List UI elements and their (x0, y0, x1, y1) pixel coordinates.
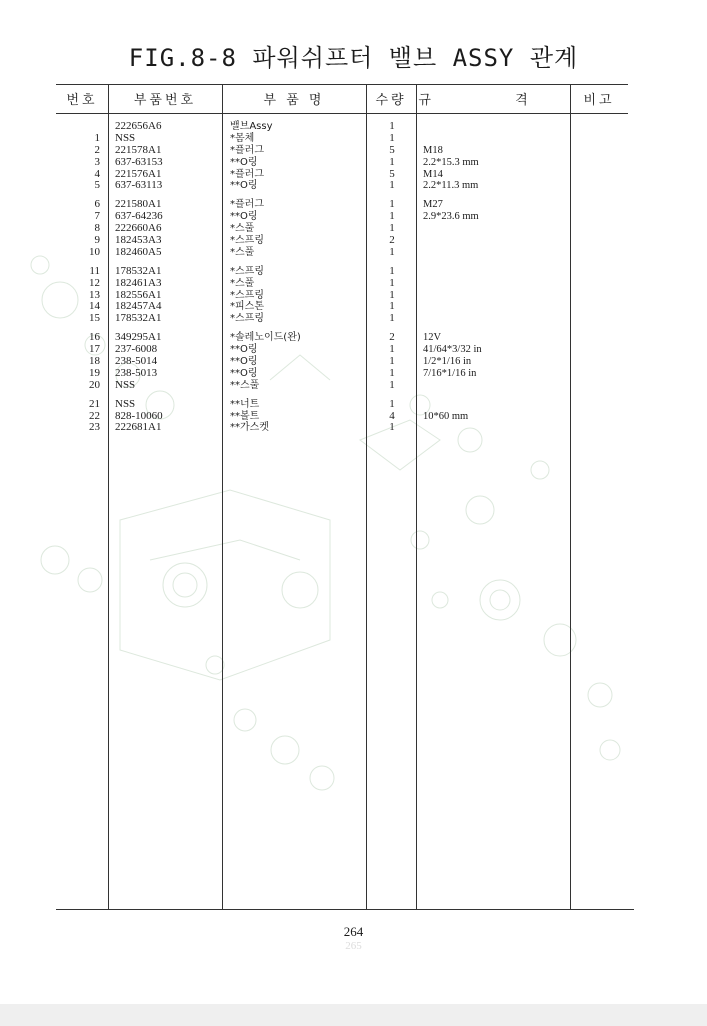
table-row (0, 290, 707, 302)
part-number: 238-5013 (115, 366, 158, 379)
specification: 2.2*15.3 mm (423, 156, 479, 168)
quantity: 2 (389, 234, 395, 247)
part-name: *스프링 (230, 289, 264, 301)
table-row (0, 223, 707, 235)
quantity: 1 (389, 378, 395, 391)
scan-edge (0, 1004, 707, 1026)
part-number: 221576A1 (115, 167, 162, 180)
quantity: 1 (389, 276, 395, 289)
table-row (0, 157, 707, 169)
table-row (0, 422, 707, 434)
item-number: 21 (89, 397, 100, 410)
parts-table-body (0, 121, 707, 434)
part-number: 637-63113 (115, 179, 163, 192)
header-spec: 규 격 (418, 93, 568, 108)
part-number: 349295A1 (115, 331, 162, 344)
part-number: 221578A1 (115, 143, 162, 156)
quantity: 1 (389, 222, 395, 235)
quantity: 5 (389, 143, 395, 156)
table-row (0, 121, 707, 133)
item-number: 7 (94, 210, 100, 223)
quantity: 1 (389, 355, 395, 368)
table-row (0, 211, 707, 223)
part-name: *스프링 (230, 313, 264, 325)
part-name: 밸브Assy (230, 121, 273, 132)
part-number: NSS (115, 378, 136, 391)
table-row (0, 145, 707, 157)
part-name: **O링 (230, 356, 258, 368)
part-name: **볼트 (230, 410, 260, 422)
part-name: *솔레노이드(완) (230, 332, 301, 344)
part-name: **너트 (230, 398, 260, 410)
header-bottom-rule (56, 113, 628, 114)
group-spacer (0, 192, 707, 199)
specification: 2.2*11.3 mm (423, 180, 479, 192)
part-name: **O링 (230, 367, 258, 379)
item-number: 3 (94, 155, 100, 168)
quantity: 4 (389, 409, 395, 422)
quantity: 1 (389, 198, 395, 211)
table-row (0, 399, 707, 411)
part-number: 828-10060 (115, 409, 163, 422)
part-name: **O링 (230, 211, 258, 223)
table-bottom-rule (56, 909, 634, 910)
table-row (0, 332, 707, 344)
group-spacer (0, 259, 707, 266)
specification: 1/2*1/16 in (423, 356, 472, 368)
part-number: 178532A1 (115, 264, 162, 277)
quantity: 2 (389, 331, 395, 344)
bleed-through-page-number: 265 (345, 940, 362, 952)
table-row (0, 247, 707, 259)
part-name: *플러그 (230, 144, 264, 156)
part-name: *스풀 (230, 246, 255, 258)
table-row (0, 356, 707, 368)
table-row (0, 180, 707, 192)
part-number: 237-6008 (115, 343, 158, 356)
part-number: NSS (115, 131, 136, 144)
part-number: 182460A5 (115, 245, 162, 258)
header-no: 번호 (66, 93, 98, 108)
header-remarks: 비고 (583, 93, 615, 108)
part-number: 637-64236 (115, 210, 163, 223)
part-name: *몸체 (230, 132, 255, 144)
table-row (0, 301, 707, 313)
header-part-number: 부품번호 (133, 93, 197, 108)
quantity: 1 (389, 120, 395, 132)
item-number: 15 (89, 312, 100, 325)
table-row (0, 411, 707, 423)
quantity: 1 (389, 288, 395, 301)
page-title: FIG.8-8 파워쉬프터 밸브 ASSY 관계 (128, 44, 579, 72)
item-number: 4 (94, 167, 100, 180)
quantity: 1 (389, 155, 395, 168)
specification: 7/16*1/16 in (423, 367, 477, 379)
quantity: 1 (389, 179, 395, 192)
part-number: 222656A6 (115, 120, 162, 132)
item-number: 6 (94, 198, 100, 211)
group-spacer (0, 325, 707, 332)
table-row (0, 199, 707, 211)
item-number: 23 (89, 421, 100, 434)
part-name: **O링 (230, 344, 258, 356)
part-name: **O링 (230, 180, 258, 192)
item-number: 5 (94, 179, 100, 192)
part-number: 222681A1 (115, 421, 162, 434)
specification: 41/64*3/32 in (423, 344, 482, 356)
specification: M14 (423, 168, 443, 180)
specification: 12V (423, 332, 442, 344)
header-part-name: 부 품 명 (263, 93, 325, 108)
item-number: 13 (89, 288, 100, 301)
item-number: 17 (89, 343, 100, 356)
table-row (0, 368, 707, 380)
part-number: 222660A6 (115, 222, 162, 235)
part-number: 238-5014 (115, 355, 158, 368)
part-name: **스풀 (230, 379, 260, 391)
item-number: 18 (89, 355, 100, 368)
item-number: 10 (89, 245, 100, 258)
specification: 2.9*23.6 mm (423, 211, 479, 223)
quantity: 1 (389, 300, 395, 313)
part-number: 182457A4 (115, 300, 162, 313)
quantity: 1 (389, 312, 395, 325)
item-number: 9 (94, 234, 100, 247)
part-number: 178532A1 (115, 312, 162, 325)
page-number: 264 (343, 924, 364, 939)
quantity: 1 (389, 264, 395, 277)
part-number: 637-63153 (115, 155, 163, 168)
table-row (0, 266, 707, 278)
part-name: **O링 (230, 156, 258, 168)
item-number: 22 (89, 409, 100, 422)
part-name: *플러그 (230, 199, 264, 211)
part-number: NSS (115, 397, 136, 410)
part-name: *플러그 (230, 168, 264, 180)
table-row (0, 169, 707, 181)
quantity: 1 (389, 131, 395, 144)
quantity: 1 (389, 421, 395, 434)
table-row (0, 235, 707, 247)
quantity: 5 (389, 167, 395, 180)
quantity: 1 (389, 245, 395, 258)
part-number: 182461A3 (115, 276, 162, 289)
part-number: 182556A1 (115, 288, 162, 301)
item-number: 8 (94, 222, 100, 235)
part-name: *스풀 (230, 223, 255, 235)
item-number: 14 (89, 300, 100, 313)
quantity: 1 (389, 397, 395, 410)
item-number: 20 (89, 378, 100, 391)
group-spacer (0, 392, 707, 399)
part-name: *스프링 (230, 235, 264, 247)
quantity: 1 (389, 210, 395, 223)
part-number: 221580A1 (115, 198, 162, 211)
part-name: *스풀 (230, 277, 255, 289)
item-number: 11 (89, 264, 100, 277)
part-name: **가스켓 (230, 422, 269, 434)
specification: 10*60 mm (423, 410, 469, 422)
header-qty: 수량 (375, 93, 407, 108)
part-number: 182453A3 (115, 234, 162, 247)
item-number: 16 (89, 331, 100, 344)
table-row (0, 313, 707, 325)
table-row (0, 380, 707, 392)
part-name: *피스톤 (230, 301, 264, 313)
table-row (0, 344, 707, 356)
quantity: 1 (389, 343, 395, 356)
table-row (0, 133, 707, 145)
item-number: 1 (94, 131, 100, 144)
part-name: *스프링 (230, 265, 264, 277)
item-number: 19 (89, 366, 100, 379)
specification: M27 (423, 199, 443, 211)
table-row (0, 278, 707, 290)
specification: M18 (423, 144, 443, 156)
item-number: 2 (94, 143, 100, 156)
table-top-rule (56, 84, 628, 85)
item-number: 12 (89, 276, 100, 289)
quantity: 1 (389, 366, 395, 379)
